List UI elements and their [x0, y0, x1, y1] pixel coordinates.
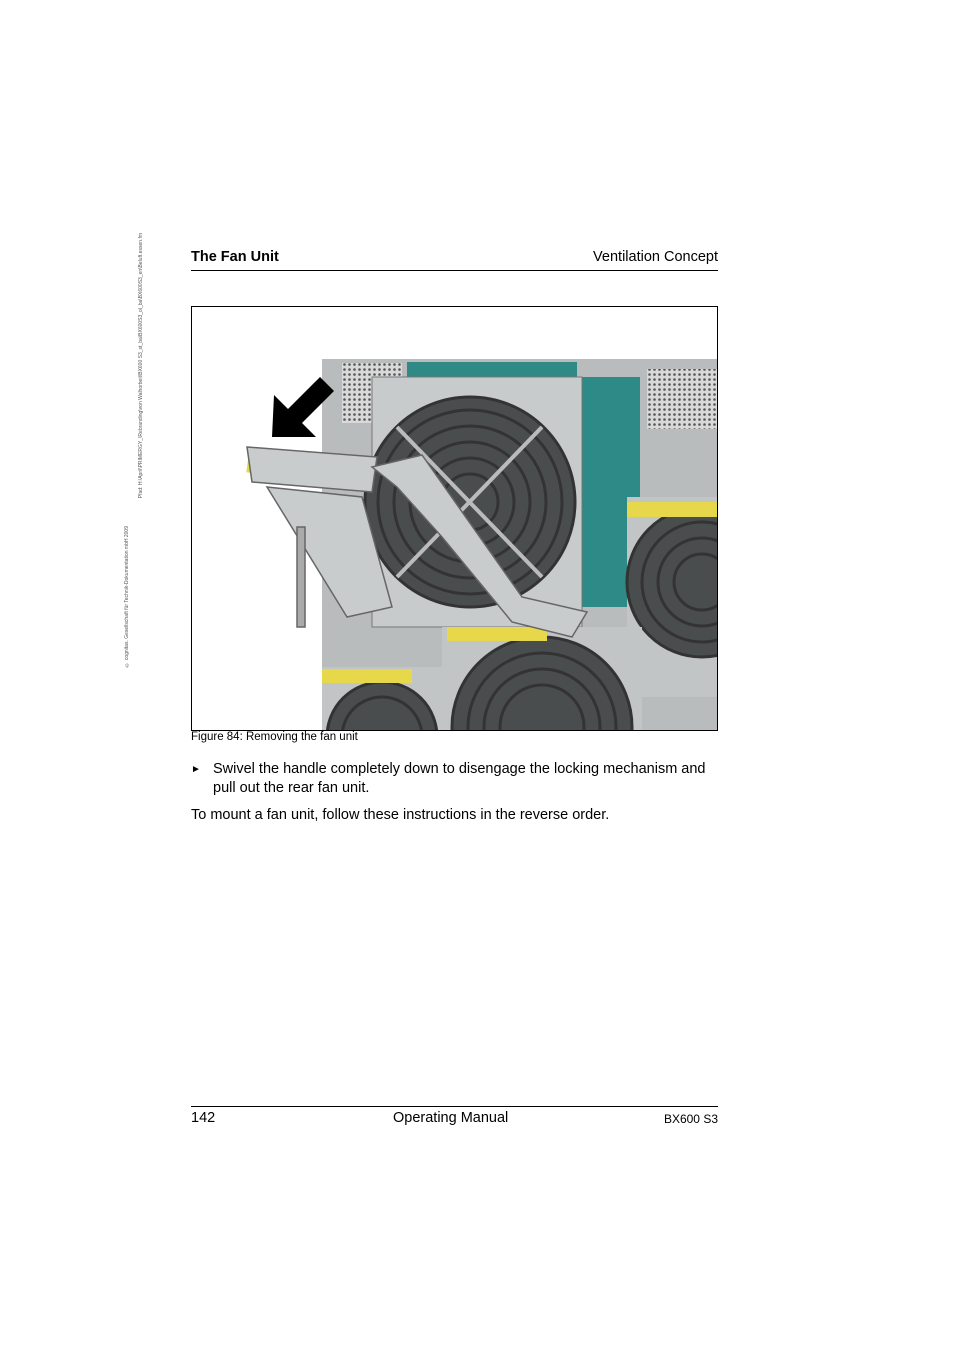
header-section-title: The Fan Unit	[191, 249, 279, 265]
page-number: 142	[191, 1110, 216, 1126]
figure-photo	[191, 306, 718, 731]
figure-caption: Figure 84: Removing the fan unit	[191, 731, 358, 743]
header-rule	[191, 270, 718, 271]
header-chapter-title: Ventilation Concept	[593, 249, 718, 265]
file-path-note: Pfad: H:\April\PRIMERGY_\Rebranding\von Walhorbeit\BX600 S3_st_ba\BX600S3_ol_ba\BX600S3_en\Beluft.essen.fm	[138, 232, 144, 498]
footer-rule	[191, 1106, 718, 1107]
instruction-text: Swivel the handle completely down to disengage the locking mechanism and pull out the rear fan unit.	[213, 761, 706, 796]
manual-title: Operating Manual	[393, 1110, 509, 1126]
main-fan-icon	[365, 397, 575, 607]
margin-note	[118, 232, 158, 668]
bullet-marker-icon: ►	[191, 764, 201, 775]
copyright-note: © cognitas. Gesellschaft für Technik-Dokumentation mbH 2009	[124, 526, 130, 668]
vent-grille-right	[647, 369, 717, 429]
product-name: BX600 S3	[663, 1112, 718, 1126]
fan-unit-photo	[192, 307, 717, 730]
reverse-order-note: To mount a fan unit, follow these instructions in the reverse order.	[191, 807, 610, 823]
